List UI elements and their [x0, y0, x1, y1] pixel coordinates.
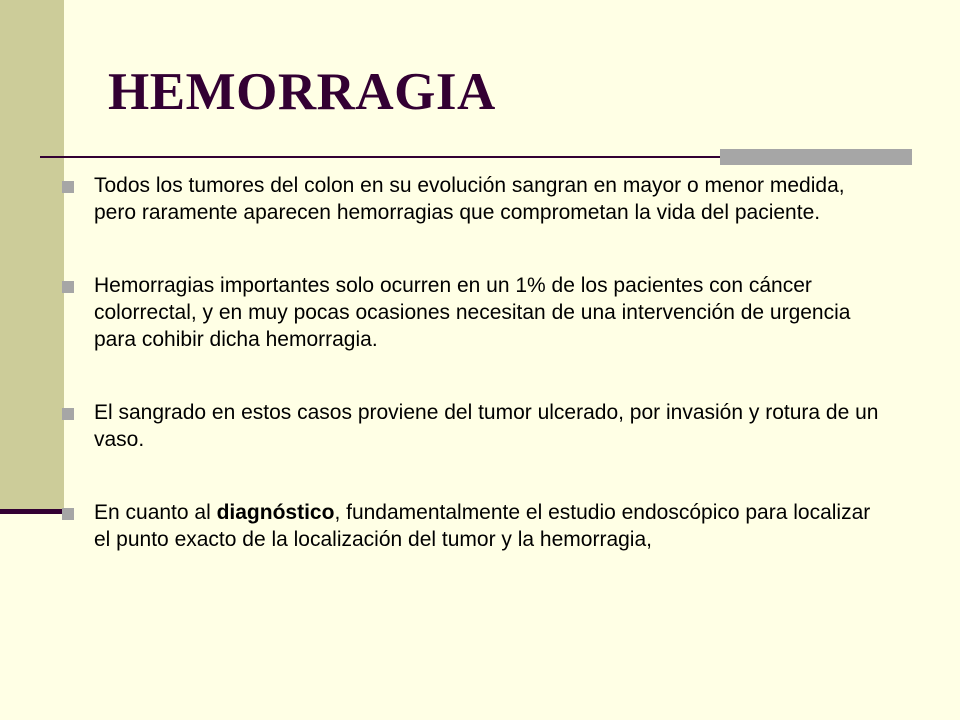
bullet-item [62, 499, 892, 553]
bullet-text: Hemorragias importantes solo ocurren en un 1% de los pacientes con cáncer colorrectal, y en muy pocas ocasiones necesitan de una intervención de urgencia para cohibir dicha hemorragia. [94, 274, 851, 351]
slide-title: HEMORRAGIA [108, 63, 496, 121]
bullet-text-emphasis: diagnóstico [216, 501, 335, 524]
left-bar-cap [0, 509, 64, 514]
bullet-text: El sangrado en estos casos proviene del tumor ulcerado, por invasión y rotura de un vaso. [94, 401, 879, 451]
bullet-item [62, 172, 892, 226]
bullet-text-lead: En cuanto al [94, 501, 217, 524]
left-decorative-bar [0, 0, 64, 512]
square-bullet-icon [62, 408, 74, 420]
bullet-text [94, 501, 870, 551]
bullet-text: Todos los tumores del colon en su evolución sangran en mayor o menor medida, pero raramente aparecen hemorragias que comprometan la vida del paciente. [94, 174, 845, 224]
bullet-item [62, 272, 892, 353]
square-bullet-icon [62, 281, 74, 293]
bullet-text-tail: , fundamentalmente el estudio endoscópico para localizar el punto exacto de la localización del tumor y la hemorragia, [94, 501, 871, 551]
title-underline-accent [720, 149, 912, 165]
bullet-list [62, 172, 892, 553]
bullet-item [62, 399, 892, 453]
square-bullet-icon [62, 181, 74, 193]
square-bullet-icon [62, 508, 74, 520]
